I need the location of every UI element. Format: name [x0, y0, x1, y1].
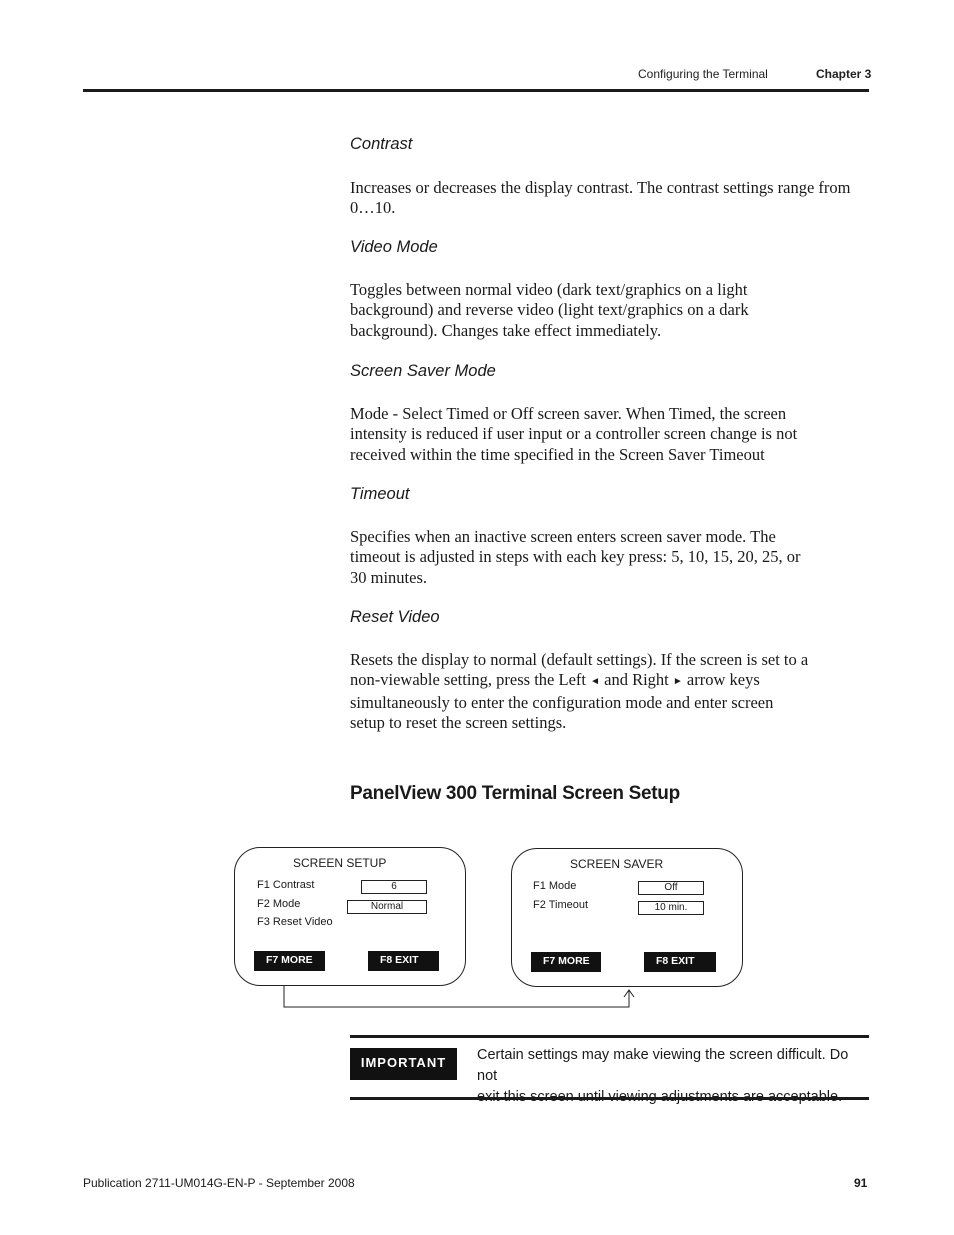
screen-saver-mode-line: received within the time specified in the Screen Saver Timeout: [350, 444, 765, 464]
header-chapter: Chapter 3: [816, 67, 872, 81]
screen-setup-title: SCREEN SETUP: [293, 856, 387, 870]
left-arrow-icon: ◄: [590, 676, 601, 688]
important-top-rule: [350, 1035, 869, 1038]
contrast-value-field[interactable]: 6: [361, 880, 427, 894]
reset-video-line: setup to reset the screen settings.: [350, 712, 567, 732]
screen-saver-mode-line: Mode - Select Timed or Off screen saver. When Timed, the screen: [350, 404, 787, 423]
screen-saver-mode-text: [350, 404, 870, 465]
f7-more-button[interactable]: F7 MORE: [531, 952, 601, 972]
contrast-text: Increases or decreases the display contrast. The contrast settings range from 0…10.: [350, 178, 851, 218]
timeout-heading: Timeout: [350, 485, 410, 503]
reset-video-key-label: F3 Reset Video: [257, 916, 333, 928]
important-badge: IMPORTANT: [350, 1048, 457, 1080]
timeout-line: 30 minutes.: [350, 567, 427, 587]
f8-exit-button[interactable]: F8 EXIT: [644, 952, 716, 972]
header-rule: [83, 89, 869, 92]
timeout-text: [350, 527, 870, 588]
screen-saver-mode-line: intensity is reduced if user input or a controller screen change is not: [350, 424, 798, 444]
timeout-value-field[interactable]: 10 min.: [638, 901, 704, 915]
mode-key-label: F2 Mode: [257, 898, 301, 910]
screen-saver-mode-key-label: F1 Mode: [533, 880, 577, 892]
navigation-connector-arrow: [270, 975, 650, 1015]
timeout-line: Specifies when an inactive screen enters screen saver mode. The: [350, 527, 776, 546]
reset-video-heading: Reset Video: [350, 608, 440, 626]
reset-video-line: simultaneously to enter the configuration mode and enter screen: [350, 692, 774, 712]
contrast-heading: Contrast: [350, 135, 413, 153]
reset-video-line: [350, 670, 870, 692]
right-arrow-icon: ►: [672, 676, 683, 688]
reset-video-text-segment: and Right: [604, 670, 669, 690]
mode-value-field[interactable]: Normal: [347, 900, 427, 914]
screen-saver-mode-value-field[interactable]: Off: [638, 881, 704, 895]
header-section: Configuring the Terminal: [638, 67, 768, 81]
reset-video-text-segment: arrow keys: [686, 670, 760, 690]
section-title: PanelView 300 Terminal Screen Setup: [350, 783, 680, 804]
f8-exit-button[interactable]: F8 EXIT: [368, 951, 439, 971]
video-mode-line: Toggles between normal video (dark text/graphics on a light: [350, 280, 748, 299]
footer-publication: Publication 2711-UM014G-EN-P - September 2008: [83, 1176, 355, 1190]
reset-video-line: Resets the display to normal (default settings). If the screen is set to a: [350, 650, 809, 669]
timeout-line: timeout is adjusted in steps with each key press: 5, 10, 15, 20, 25, or: [350, 547, 801, 567]
reset-video-text: [350, 650, 870, 733]
video-mode-line: background). Changes take effect immediately.: [350, 320, 662, 340]
screen-saver-panel: [511, 848, 743, 987]
screen-saver-title: SCREEN SAVER: [570, 857, 664, 871]
video-mode-text: [350, 280, 870, 341]
reset-video-text-segment: non-viewable setting, press the Left: [350, 670, 586, 690]
f7-more-button[interactable]: F7 MORE: [254, 951, 325, 971]
important-bottom-rule: [350, 1097, 869, 1100]
screen-setup-panel: [234, 847, 466, 986]
important-line: Certain settings may make viewing the screen difficult. Do not: [477, 1047, 849, 1084]
timeout-key-label: F2 Timeout: [533, 899, 589, 911]
video-mode-line: background) and reverse video (light text/graphics on a dark: [350, 300, 749, 320]
screen-saver-mode-heading: Screen Saver Mode: [350, 362, 496, 380]
page-number: 91: [854, 1176, 868, 1190]
contrast-key-label: F1 Contrast: [257, 879, 315, 891]
video-mode-heading: Video Mode: [350, 238, 438, 256]
